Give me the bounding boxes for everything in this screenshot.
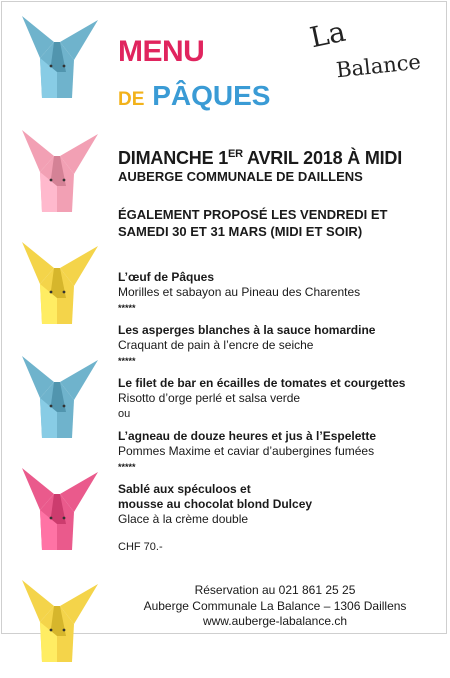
menu-title: MENU bbox=[118, 35, 205, 68]
course-name: Sablé aux spéculoos et bbox=[118, 482, 251, 496]
date-text-pre: DIMANCHE 1 bbox=[118, 148, 229, 168]
logo-la: La bbox=[306, 14, 349, 55]
origami-bunny-yellow-icon bbox=[14, 240, 100, 340]
also-offered-note: ÉGALEMENT PROPOSÉ LES VENDREDI ET SAMEDI 30 ET 31 MARS (MIDI ET SOIR) bbox=[118, 207, 388, 239]
course-item bbox=[118, 376, 438, 406]
website-link[interactable]: www.auberge-labalance.ch bbox=[202, 614, 348, 628]
course-description: Glace à la crème double bbox=[118, 512, 249, 526]
course-separator: ***** bbox=[118, 356, 136, 366]
course-description: Craquant de pain à l’encre de seiche bbox=[118, 338, 314, 352]
venue-name: AUBERGE COMMUNALE DE DAILLENS bbox=[118, 169, 363, 184]
origami-bunny-blue-icon bbox=[14, 354, 100, 454]
course-separator: ***** bbox=[118, 462, 136, 472]
de-word: DE bbox=[118, 89, 145, 110]
course-name: L’agneau de douze heures et jus à l’Espelette bbox=[118, 429, 377, 443]
reservation-phone: Réservation au 021 861 25 25 bbox=[194, 583, 356, 597]
paques-title bbox=[118, 80, 270, 116]
paques-word: PÂQUES bbox=[152, 80, 271, 111]
course-name: Les asperges blanches à la sauce homardine bbox=[118, 323, 376, 337]
course-name-line2: mousse au chocolat blond Dulcey bbox=[118, 497, 313, 511]
la-balance-logo bbox=[300, 16, 440, 86]
date-text-post: AVRIL 2018 À MIDI bbox=[242, 148, 403, 168]
course-name: L’œuf de Pâques bbox=[118, 270, 215, 284]
date-superscript: ER bbox=[228, 148, 243, 160]
course-description: Risotto d’orge perlé et salsa verde bbox=[118, 391, 301, 405]
menu-price: CHF 70.- bbox=[118, 541, 163, 553]
origami-bunny-yellow-icon bbox=[14, 578, 100, 678]
event-date bbox=[118, 148, 402, 169]
course-description: Morilles et sabayon au Pineau des Charentes bbox=[118, 285, 361, 299]
origami-bunny-blue-icon bbox=[14, 14, 100, 114]
course-description: Pommes Maxime et caviar d’aubergines fumées bbox=[118, 444, 375, 458]
course-separator: ***** bbox=[118, 303, 136, 313]
logo-balance: Balance bbox=[334, 49, 422, 83]
origami-bunny-pink-icon bbox=[14, 128, 100, 228]
origami-bunny-magenta-icon bbox=[14, 466, 100, 566]
course-item bbox=[118, 323, 438, 353]
or-separator: ou bbox=[118, 408, 131, 420]
footer-address: Auberge Communale La Balance – 1306 Daillens bbox=[143, 599, 407, 613]
course-item bbox=[118, 270, 438, 300]
course-item bbox=[118, 429, 438, 459]
course-item bbox=[118, 482, 438, 527]
menu-list bbox=[118, 270, 438, 553]
course-name: Le filet de bar en écailles de tomates et courgettes bbox=[118, 376, 406, 390]
